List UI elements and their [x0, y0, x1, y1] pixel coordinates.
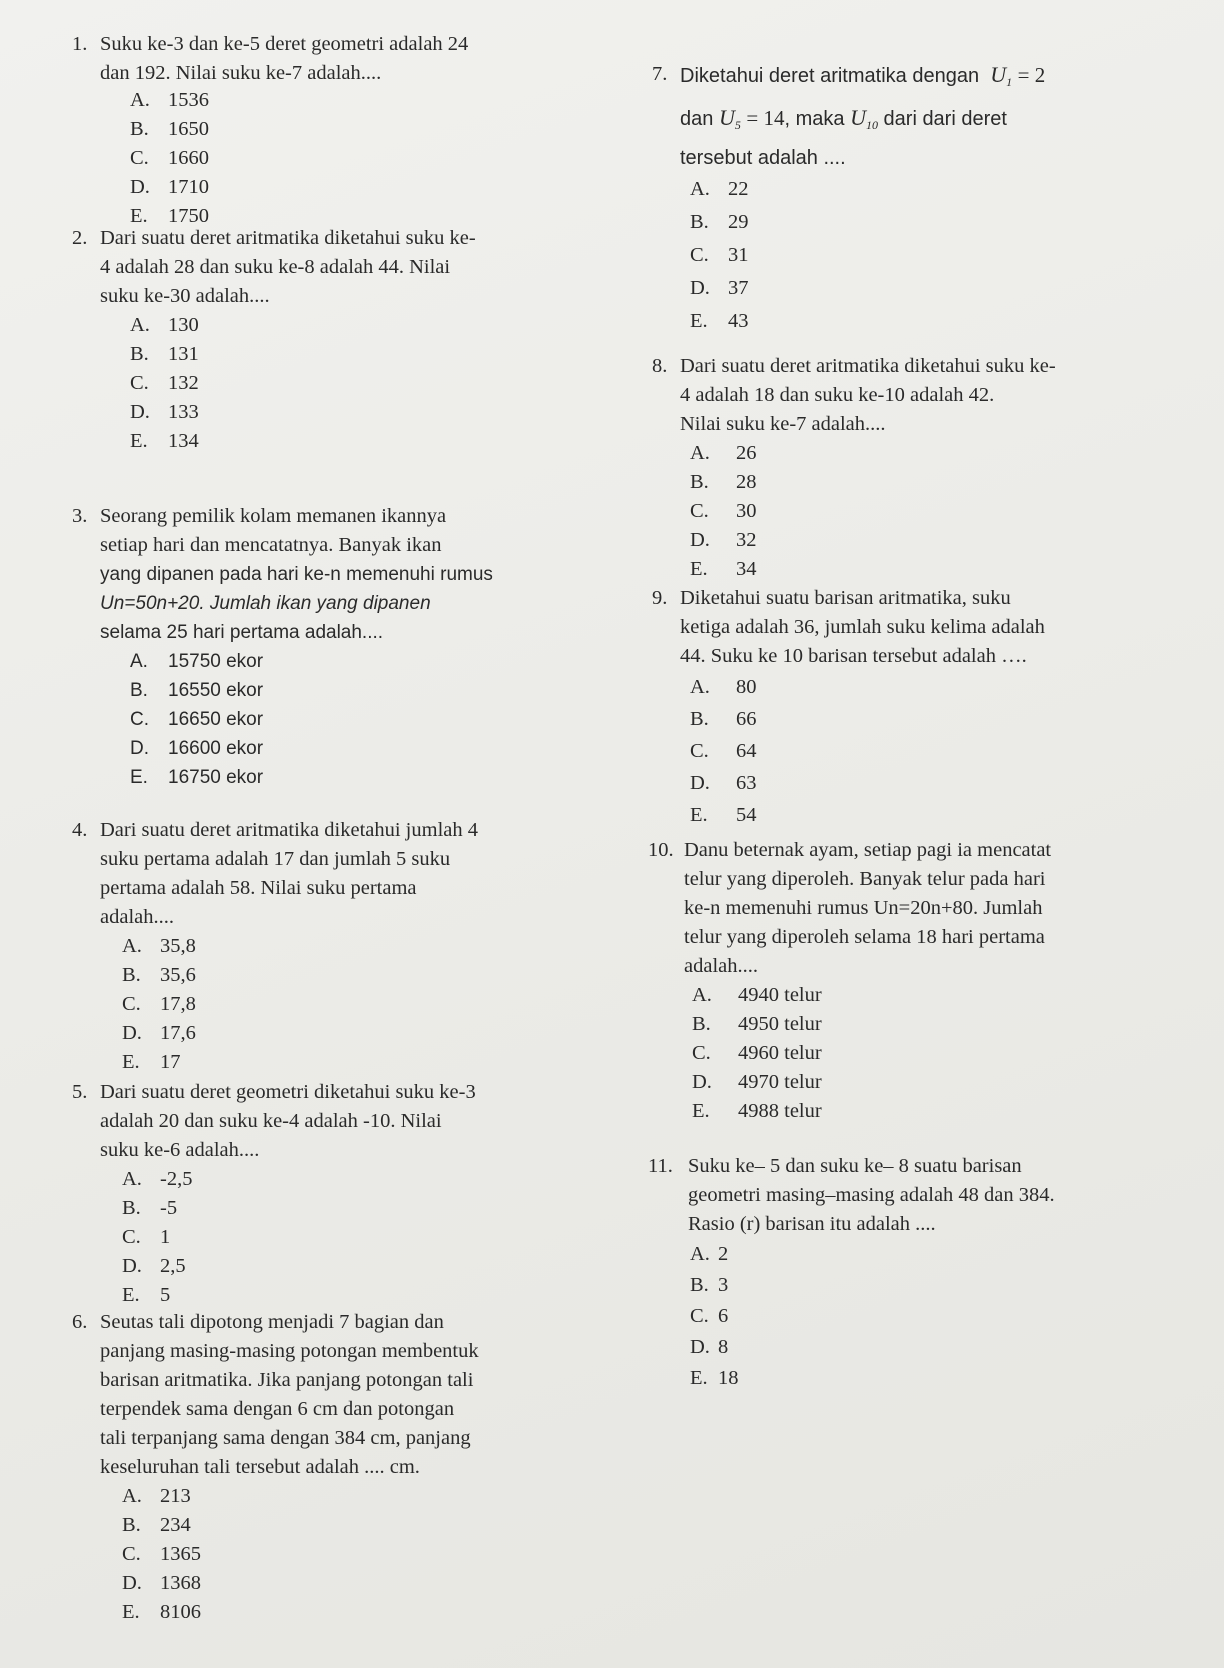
- option-b[interactable]: B. 35,6: [122, 964, 196, 986]
- option-a[interactable]: A. 22: [690, 178, 749, 200]
- question-number: 1.: [72, 33, 88, 55]
- option-e[interactable]: E. 43: [690, 310, 749, 332]
- u10-term: $U_{10}$: [850, 105, 878, 132]
- option-b[interactable]: B. 131: [130, 343, 199, 365]
- option-list: [122, 1165, 476, 1310]
- option-e[interactable]: E. 8106: [122, 1601, 201, 1623]
- option-list: [130, 311, 476, 456]
- question-1: [72, 30, 469, 231]
- option-d[interactable]: D. 1710: [130, 176, 209, 198]
- question-text: telur yang diperoleh selama 18 hari pertama: [684, 926, 1045, 948]
- option-list: [690, 173, 1045, 338]
- option-e[interactable]: E. 34: [690, 558, 757, 580]
- question-text: adalah....: [100, 906, 174, 928]
- option-d[interactable]: D. 1368: [122, 1572, 201, 1594]
- option-list: [690, 671, 1045, 831]
- option-c[interactable]: C. 6: [690, 1305, 729, 1327]
- question-number: 3.: [72, 505, 88, 527]
- option-b[interactable]: B. 29: [690, 211, 749, 233]
- option-list: [690, 1239, 1055, 1394]
- question-text: dan 192. Nilai suku ke-7 adalah....: [100, 62, 382, 84]
- option-a[interactable]: A. 4940 telur: [692, 984, 822, 1006]
- option-e[interactable]: E. 17: [122, 1051, 181, 1073]
- option-list: [692, 981, 1051, 1126]
- option-b[interactable]: B. 28: [690, 471, 757, 493]
- question-text: adalah....: [684, 955, 758, 977]
- question-text: geometri masing–masing adalah 48 dan 384.: [688, 1184, 1055, 1206]
- question-text: tersebut adalah ....: [680, 147, 846, 169]
- option-a[interactable]: A. 130: [130, 314, 199, 336]
- option-list: [122, 1482, 479, 1627]
- option-c[interactable]: C. 31: [690, 244, 749, 266]
- question-text: yang dipanen pada hari ke-n memenuhi rumus: [100, 564, 493, 585]
- question-11: [648, 1152, 1055, 1394]
- question-number: 7.: [652, 63, 668, 85]
- question-text: 4 adalah 18 dan suku ke-10 adalah 42.: [680, 384, 995, 406]
- question-text: telur yang diperoleh. Banyak telur pada hari: [684, 868, 1046, 890]
- option-b[interactable]: B. 1650: [130, 118, 209, 140]
- option-c[interactable]: C. 132: [130, 372, 199, 394]
- question-text: Dari suatu deret aritmatika diketahui suku ke-: [100, 227, 476, 249]
- question-9: [652, 584, 1045, 831]
- option-e[interactable]: E. 16750 ekor: [130, 767, 264, 788]
- option-b[interactable]: B. 4950 telur: [692, 1013, 822, 1035]
- option-list: [130, 86, 468, 231]
- question-7: 7. Diketahui deret aritmatika dengan $U_1 = 2$ dan $U_5 = 14$, maka $U_{10}$ dari dari deret tersebut adalah .... A. 22 B. 29 C. 31 D. 37 E. 43: [680, 60, 1045, 338]
- option-a[interactable]: A. 26: [690, 442, 757, 464]
- question-text: selama 25 hari pertama adalah....: [100, 622, 384, 643]
- question-text: 4 adalah 28 dan suku ke-8 adalah 44. Nilai: [100, 256, 451, 278]
- question-number: 11.: [648, 1155, 673, 1177]
- question-text: tali terpanjang sama dengan 384 cm, panjang: [100, 1427, 471, 1449]
- option-a[interactable]: A. 35,8: [122, 935, 196, 957]
- question-text: adalah 20 dan suku ke-4 adalah -10. Nilai: [100, 1110, 442, 1132]
- option-list: [130, 647, 493, 792]
- u1-term: $U_1$: [990, 62, 1013, 89]
- question-text: Dari suatu deret aritmatika diketahui jumlah 4: [100, 819, 478, 841]
- option-a[interactable]: A. 1536: [130, 89, 209, 111]
- question-number: 4.: [72, 819, 88, 841]
- question-text: Seorang pemilik kolam memanen ikannya: [100, 505, 447, 527]
- option-a[interactable]: A. 15750 ekor: [130, 651, 264, 672]
- option-c[interactable]: C. 16650 ekor: [130, 709, 264, 730]
- option-list: [122, 932, 478, 1077]
- question-text: pertama adalah 58. Nilai suku pertama: [100, 877, 417, 899]
- u5-term: $U_5$: [718, 105, 741, 132]
- option-d[interactable]: D. 63: [690, 772, 757, 794]
- question-2: [72, 224, 476, 456]
- question-text: ke-n memenuhi rumus Un=20n+80. Jumlah: [684, 897, 1043, 919]
- question-text: setiap hari dan mencatatnya. Banyak ikan: [100, 534, 442, 556]
- option-d[interactable]: D. 17,6: [122, 1022, 196, 1044]
- question-text: 44. Suku ke 10 barisan tersebut adalah ….: [680, 645, 1027, 667]
- question-number: 2.: [72, 227, 88, 249]
- question-3: [72, 502, 493, 792]
- question-text: suku pertama adalah 17 dan jumlah 5 suku: [100, 848, 451, 870]
- option-d[interactable]: D. 32: [690, 529, 757, 551]
- question-text: Dari suatu deret aritmatika diketahui suku ke-: [680, 355, 1056, 377]
- option-c[interactable]: C. 1365: [122, 1543, 201, 1565]
- question-number: 9.: [652, 587, 668, 609]
- option-b[interactable]: B. 16550 ekor: [130, 680, 264, 701]
- option-d[interactable]: D. 133: [130, 401, 199, 423]
- option-c[interactable]: C. 4960 telur: [692, 1042, 822, 1064]
- question-5: [72, 1078, 476, 1310]
- option-list: [690, 439, 1056, 584]
- option-a[interactable]: A. -2,5: [122, 1168, 193, 1190]
- question-number: 8.: [652, 355, 668, 377]
- option-c[interactable]: C. 30: [690, 500, 757, 522]
- option-c[interactable]: C. 1: [122, 1226, 171, 1248]
- option-a[interactable]: A. 213: [122, 1485, 191, 1507]
- option-d[interactable]: D. 37: [690, 277, 749, 299]
- question-text: Rasio (r) barisan itu adalah ....: [688, 1213, 936, 1235]
- option-e[interactable]: E. 18: [690, 1367, 739, 1389]
- question-8: [652, 352, 1056, 584]
- question-text: Un=50n+20. Jumlah ikan yang dipanen: [100, 593, 431, 614]
- option-b[interactable]: B. -5: [122, 1197, 178, 1219]
- question-text: panjang masing-masing potongan membentuk: [100, 1340, 479, 1362]
- question-text: barisan aritmatika. Jika panjang potongan tali: [100, 1369, 474, 1391]
- question-text: Danu beternak ayam, setiap pagi ia mencatat: [684, 839, 1052, 861]
- option-a[interactable]: A. 2: [690, 1243, 729, 1265]
- question-text: Suku ke– 5 dan suku ke– 8 suatu barisan: [688, 1155, 1022, 1177]
- option-e[interactable]: E. 4988 telur: [692, 1100, 822, 1122]
- question-text: Diketahui suatu barisan aritmatika, suku: [680, 587, 1011, 609]
- option-c[interactable]: C. 1660: [130, 147, 209, 169]
- option-e[interactable]: E. 54: [690, 804, 757, 826]
- question-text: Seutas tali dipotong menjadi 7 bagian dan: [100, 1311, 444, 1333]
- option-d[interactable]: D. 16600 ekor: [130, 738, 264, 759]
- option-b[interactable]: B. 3: [690, 1274, 729, 1296]
- option-a[interactable]: A. 80: [690, 676, 757, 698]
- question-text: Diketahui deret aritmatika dengan: [680, 65, 980, 87]
- option-e[interactable]: E. 134: [130, 430, 199, 452]
- question-text: dan $U_5 = 14$, maka $U_{10}$ dari dari deret: [680, 105, 1007, 132]
- question-text: Nilai suku ke-7 adalah....: [680, 413, 886, 435]
- question-number: 10.: [648, 839, 674, 861]
- question-text: Suku ke-3 dan ke-5 deret geometri adalah 24: [100, 33, 469, 55]
- question-6: [72, 1308, 479, 1627]
- option-e[interactable]: E. 5: [122, 1284, 171, 1306]
- question-number: 6.: [72, 1311, 88, 1333]
- question-4: [72, 816, 478, 1077]
- option-c[interactable]: C. 17,8: [122, 993, 196, 1015]
- option-b[interactable]: B. 234: [122, 1514, 191, 1536]
- option-d[interactable]: D. 2,5: [122, 1255, 186, 1277]
- option-b[interactable]: B. 66: [690, 708, 757, 730]
- option-e[interactable]: E. 1750: [130, 205, 209, 227]
- option-d[interactable]: D. 8: [690, 1336, 729, 1358]
- question-10: [648, 836, 1052, 1126]
- question-text: ketiga adalah 36, jumlah suku kelima adalah: [680, 616, 1045, 638]
- question-text: suku ke-30 adalah....: [100, 285, 270, 307]
- question-text: Dari suatu deret geometri diketahui suku ke-3: [100, 1081, 476, 1103]
- question-text: terpendek sama dengan 6 cm dan potongan: [100, 1398, 455, 1420]
- option-d[interactable]: D. 4970 telur: [692, 1071, 822, 1093]
- option-c[interactable]: C. 64: [690, 740, 757, 762]
- question-number: 5.: [72, 1081, 88, 1103]
- question-text: suku ke-6 adalah....: [100, 1139, 260, 1161]
- question-text: keseluruhan tali tersebut adalah .... cm.: [100, 1456, 420, 1478]
